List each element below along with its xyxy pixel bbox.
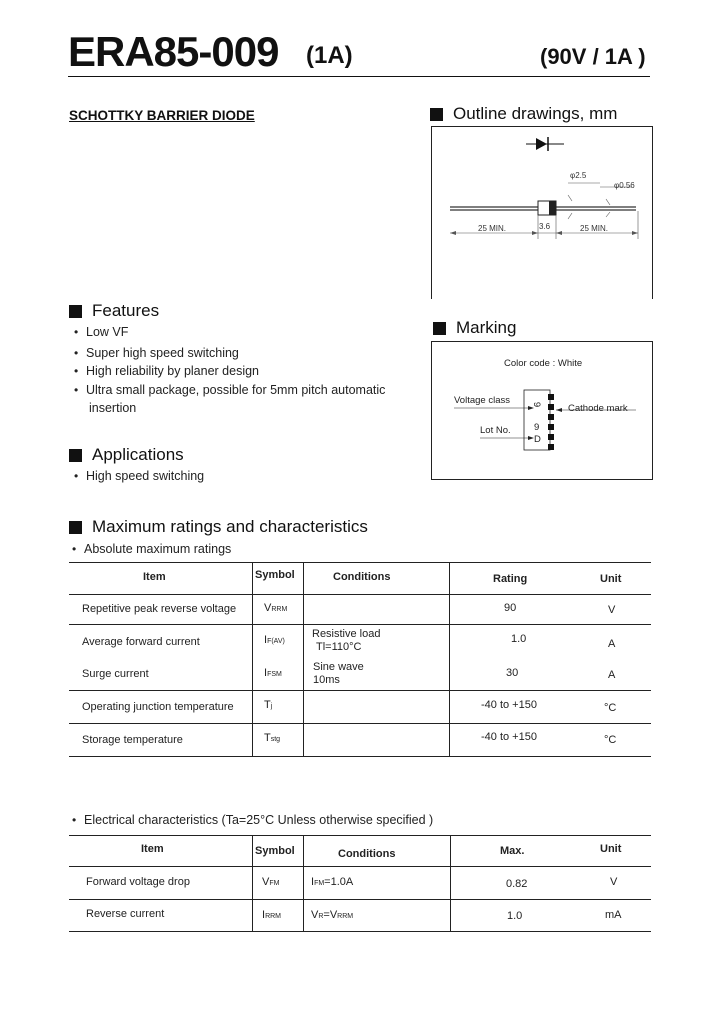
applications-heading — [69, 445, 184, 465]
marking-digit-1: 9 — [531, 401, 543, 408]
outline-drawing-box — [431, 126, 653, 299]
current-tag: (1A) — [306, 42, 353, 69]
electrical-row-symbol: VFM — [262, 876, 280, 888]
electrical-row-unit: V — [610, 876, 618, 888]
square-bullet-icon — [69, 305, 82, 318]
electrical-row-item: Reverse current — [86, 908, 165, 920]
outline-title: Outline drawings, mm — [453, 104, 618, 123]
ratings-heading — [69, 517, 368, 537]
right-lead-length: 25 MIN. — [580, 224, 609, 233]
ratings-header-conditions: Conditions — [333, 571, 391, 583]
marking-title: Marking — [456, 318, 517, 337]
ratings-row-symbol: IFSM — [264, 667, 282, 679]
color-code: Color code : White — [504, 358, 583, 369]
ratings-row-rating: -40 to +150 — [481, 731, 537, 743]
electrical-header-unit: Unit — [600, 843, 622, 855]
ratings-row-condition-2: 10ms — [313, 674, 340, 686]
electrical-row-condition: VR=VRRM — [311, 909, 354, 921]
ratings-row-item: Repetitive peak reverse voltage — [82, 603, 237, 615]
voltage-class-label: Voltage class — [454, 395, 510, 406]
ratings-row-symbol: Tj — [264, 699, 273, 711]
ratings-header-item: Item — [143, 571, 166, 583]
ratings-header-rating: Rating — [493, 573, 528, 585]
features-title: Features — [92, 301, 160, 320]
outline-heading — [430, 104, 617, 124]
ratings-header-unit: Unit — [600, 573, 622, 585]
marking-heading — [433, 318, 516, 338]
cathode-mark-label: Cathode mark — [568, 403, 628, 414]
electrical-row-condition: IFM=1.0A — [311, 876, 354, 888]
marking-digit-2: 9 — [534, 422, 540, 433]
ratings-row-unit: °C — [604, 734, 617, 746]
electrical-header-conditions: Conditions — [338, 848, 396, 860]
abs-ratings-label: • Absolute maximum ratings — [72, 542, 231, 556]
ratings-row-rating: 1.0 — [511, 633, 527, 645]
lead-diameter-label: φ0.56 — [614, 181, 635, 190]
feature-item-continued: insertion — [89, 401, 137, 415]
ratings-row-unit: °C — [604, 702, 617, 714]
ratings-row-symbol: Tstg — [264, 732, 281, 744]
ratings-row-condition-2: Tl=110°C — [316, 641, 362, 653]
ratings-header-symbol: Symbol — [255, 569, 295, 581]
electrical-row-item: Forward voltage drop — [86, 876, 190, 888]
ratings-row-unit: A — [608, 638, 616, 650]
feature-item: • Ultra small package, possible for 5mm pitch automatic — [74, 383, 385, 397]
device-type: SCHOTTKY BARRIER DIODE — [69, 108, 255, 123]
ratings-row-rating: 90 — [504, 602, 517, 614]
ratings-row-symbol: IF(AV) — [264, 634, 285, 646]
feature-item: • Low VF — [74, 325, 128, 339]
marking-box — [431, 341, 653, 480]
electrical-header-symbol: Symbol — [255, 845, 295, 857]
electrical-header-item: Item — [141, 843, 164, 855]
ratings-row-condition: Sine wave — [313, 661, 364, 673]
features-heading — [69, 301, 159, 321]
ratings-row-item: Operating junction temperature — [82, 701, 234, 713]
ratings-row-symbol: VRRM — [264, 602, 288, 614]
ratings-row-item: Average forward current — [82, 636, 200, 648]
title-rule — [68, 76, 650, 77]
ratings-row-rating: 30 — [506, 667, 519, 679]
ratings-row-item: Storage temperature — [82, 734, 183, 746]
square-bullet-icon — [430, 108, 443, 121]
applications-title: Applications — [92, 445, 184, 464]
electrical-header-max: Max. — [500, 845, 525, 857]
feature-item: • Super high speed switching — [74, 346, 239, 360]
electrical-row-max: 0.82 — [506, 878, 528, 890]
electrical-row-unit: mA — [605, 909, 622, 921]
square-bullet-icon — [69, 521, 82, 534]
ratings-row-unit: A — [608, 669, 616, 681]
square-bullet-icon — [69, 449, 82, 462]
body-length: 3.6 — [539, 222, 551, 231]
ratings-row-item: Surge current — [82, 668, 149, 680]
ratings-row-condition: Resistive load — [312, 628, 381, 640]
left-lead-length: 25 MIN. — [478, 224, 507, 233]
ratings-row-rating: -40 to +150 — [481, 699, 537, 711]
outline-drawing — [432, 127, 652, 299]
electrical-row-symbol: IRRM — [262, 909, 282, 921]
ratings-title: Maximum ratings and characteristics — [92, 517, 368, 536]
electrical-label: • Electrical characteristics (Ta=25°C Unless otherwise specified ) — [72, 813, 433, 827]
ratings-row-unit: V — [608, 604, 616, 616]
lot-no-label: Lot No. — [480, 425, 511, 436]
body-diameter-label: φ2.5 — [570, 171, 587, 180]
application-item: • High speed switching — [74, 469, 204, 483]
feature-item: • High reliability by planer design — [74, 364, 259, 378]
marking-digit-3: D — [534, 434, 541, 445]
part-number: ERA85-009 — [68, 28, 279, 75]
rating-tag: (90V / 1A ) — [540, 44, 646, 69]
square-bullet-icon — [433, 322, 446, 335]
electrical-row-max: 1.0 — [507, 910, 523, 922]
